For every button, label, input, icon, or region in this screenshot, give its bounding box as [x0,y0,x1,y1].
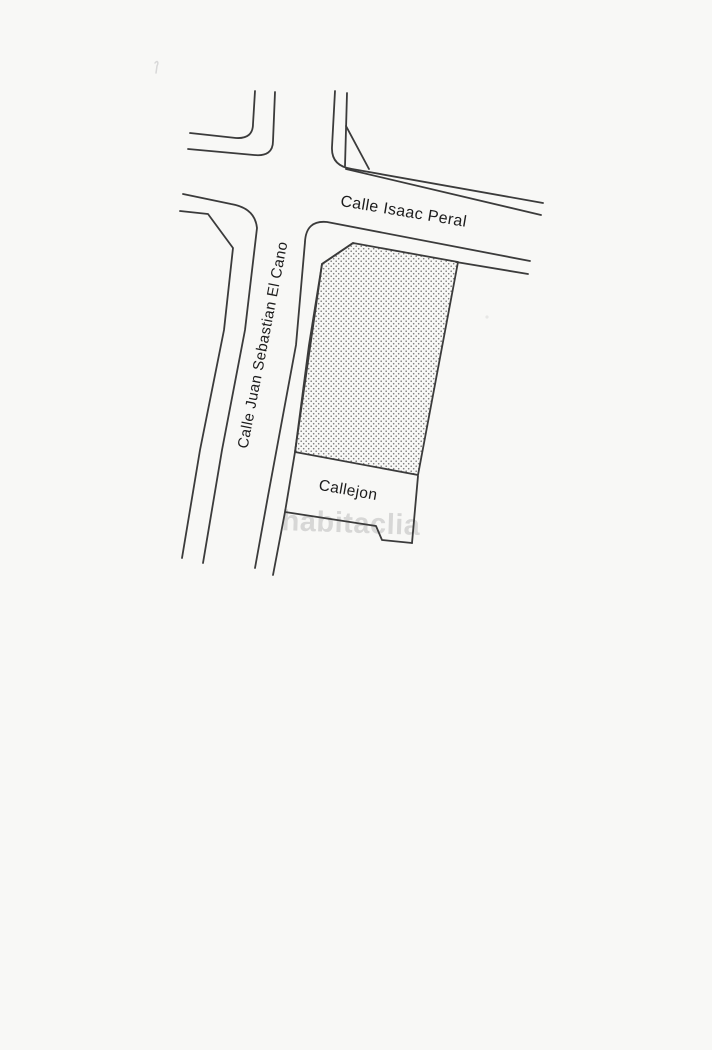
street-label-callejon: Callejon [317,476,379,505]
parcel-top-edge-extension [456,262,528,274]
street-label-isaac-peral: Calle Isaac Peral [339,193,468,231]
corner-island-hypotenuse [346,126,369,169]
el-cano-west-inner-line [183,194,257,563]
scan-artifact-dot [485,315,488,318]
watermark-text: habitaclia [281,505,421,542]
street-label-el-cano: Calle Juan Sebastian El Cano [234,240,292,450]
calle-el-cano-west-edge [180,194,257,563]
corner-nw-inner-line [188,92,275,155]
callejon-east-edge [412,476,418,543]
northwest-corner-lines [188,91,275,155]
isaac-peral-north-line-1 [332,91,543,203]
callejon-bottom-edge [285,512,412,543]
top-street-east-edge [345,93,347,166]
corner-nw-outer-line [190,91,255,138]
scan-artifact-mark [155,62,158,73]
el-cano-west-outer-line [180,211,233,558]
